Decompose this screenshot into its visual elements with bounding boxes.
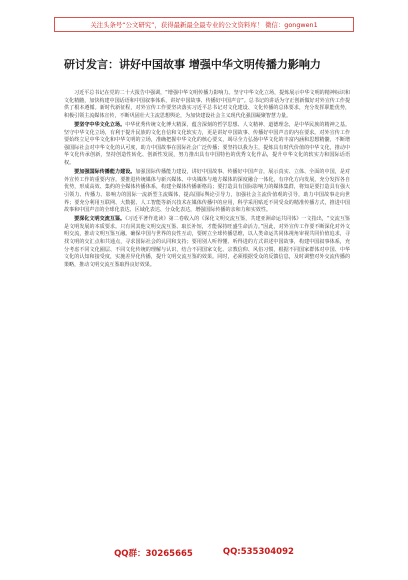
paragraph-lead: 要坚守中华文化立场。 [74,121,126,128]
paragraph-communication-capacity [64,169,350,215]
document-title: 研讨发言：讲好中国故事 增强中华文明传播力影响力 [64,58,321,71]
paragraph-text: 中华优秀传统文化博大精深，蕴含深刻的哲学思想、人文精神、道德理念，是中华民族的精神之基。坚守中华文化立场，有利于提升民族的文化自信和文化软实力，更是讲好中国故事、传播好中国声音的内在要求。对外宣传工作要始终立足中华文化和中华文明的立场，准确把握中华文化的核心要义，竭尽全力弘扬中华文化的丰富内涵和思想精髓，不断增强国际社会对中华文化的认可度，助力中国故事在国际社会广泛传播；要坚持以我为主，提炼具有时代价值的中华文化，推动中华文化传承创新，坚持创造性转化、创新性发展，努力推出具有中国特色的优秀文化作品，提升中华文化的软实力和国际话语权。 [64,121,351,166]
paragraph-culture-stance [64,122,350,168]
paragraph-lead: 要深化文明交流互鉴。 [74,216,126,223]
contact-footer [0,547,408,559]
document-body [64,58,350,271]
qq-number: QQ:535304092 [222,547,294,557]
paragraph-intro [64,90,350,120]
paragraph-civilization-exchange [64,216,350,269]
qq-group-number: QQ群：30265665 [114,549,193,559]
paragraph-text: 习近平总书记在党的二十大报告中强调，“增强中华文明传播力影响力。坚守中华文化立场，提炼展示中华文明的精神标识和文化精髓，加快构建中国话语和中国叙事体系，讲好中国故事、传播好中国声音”。总书记的讲话为守正创新做好对外宣传工作提供了根本遵循。新时代新征程，对外宣传工作要坚决落实习近平总书记对文化建设、文化传播的总体要求，充分发挥职能优势，积极引领主流媒体宣传，不断巩固壮大主流思想舆论，为加快建设社会主义现代化强国凝聚智慧力量。 [64,90,350,119]
promo-banner-text: 关注头条号“公文研究”，获得最新最全最专业的公文资料库！ 微信：gongwen1 [90,21,318,29]
paragraph-lead: 要加强国际传播能力建设。 [74,169,136,176]
paragraph-text: 《习近平著作选读》第二卷收入的《深化文明交流互鉴，共建亚洲命运共同体》一文指出，“交流互鉴是文明发展的本质要求。只有同其他文明交流互鉴、取长补短，才能保持旺盛生命活力。”因此，对外宣传工作要不断深化对外文明交流，推动文明互鉴互融。确保中国与世界的良性互动，要树立全球传播思维，以人类命运共同体视角审视共同价值追求，寻找文明的交汇点和共通点，寻求国际社会的认同和支持；要用别人听得懂、听得进的方式讲述中国故事，构建中国叙事体系，充分考虑不同文化圈层、不同文化传统的理解与认识，结合不同国家文化、宗教信仰、风俗习惯，根据不同国家群体对中国、中华文化的认知和接受度，实施差异化传播，提升文明交流互鉴的效果。同时，必须根据受众的反馈信息，及时调整对外交流传播的策略，推动文明交流互鉴取得良好效果。 [64,216,350,268]
promo-banner [54,17,354,32]
paragraph-text: 加强国际传播能力建设，讲好中国故事、传播好中国声音，展示真实、立体、全面的中国，是对外宣传工作的重要内容。要推进传统媒体与新兴媒体、中央媒体与地方媒体的深度融合一体化，有序化方向发展，充分发挥各自优势，形成高效、集约的全媒体传播体系，构建全媒体传播新格局；要打造具有国际影响力的媒体集群，将知是要打造具有强大引领力、传播力、影响力的国际一流新型主流媒体，提高国际舆论引导力，加强社会主流价值观的引导，助力中国故事走向世界；要充分利用互联网、大数据、人工智能等新兴技术在媒体传播中的应用，科学采用贴近不同受众的精准传播方式，推进中国故事和中国声音的全球化表达、区域化表达、分众化表达，增强国际传播的亲和力和实效性。 [64,169,351,214]
